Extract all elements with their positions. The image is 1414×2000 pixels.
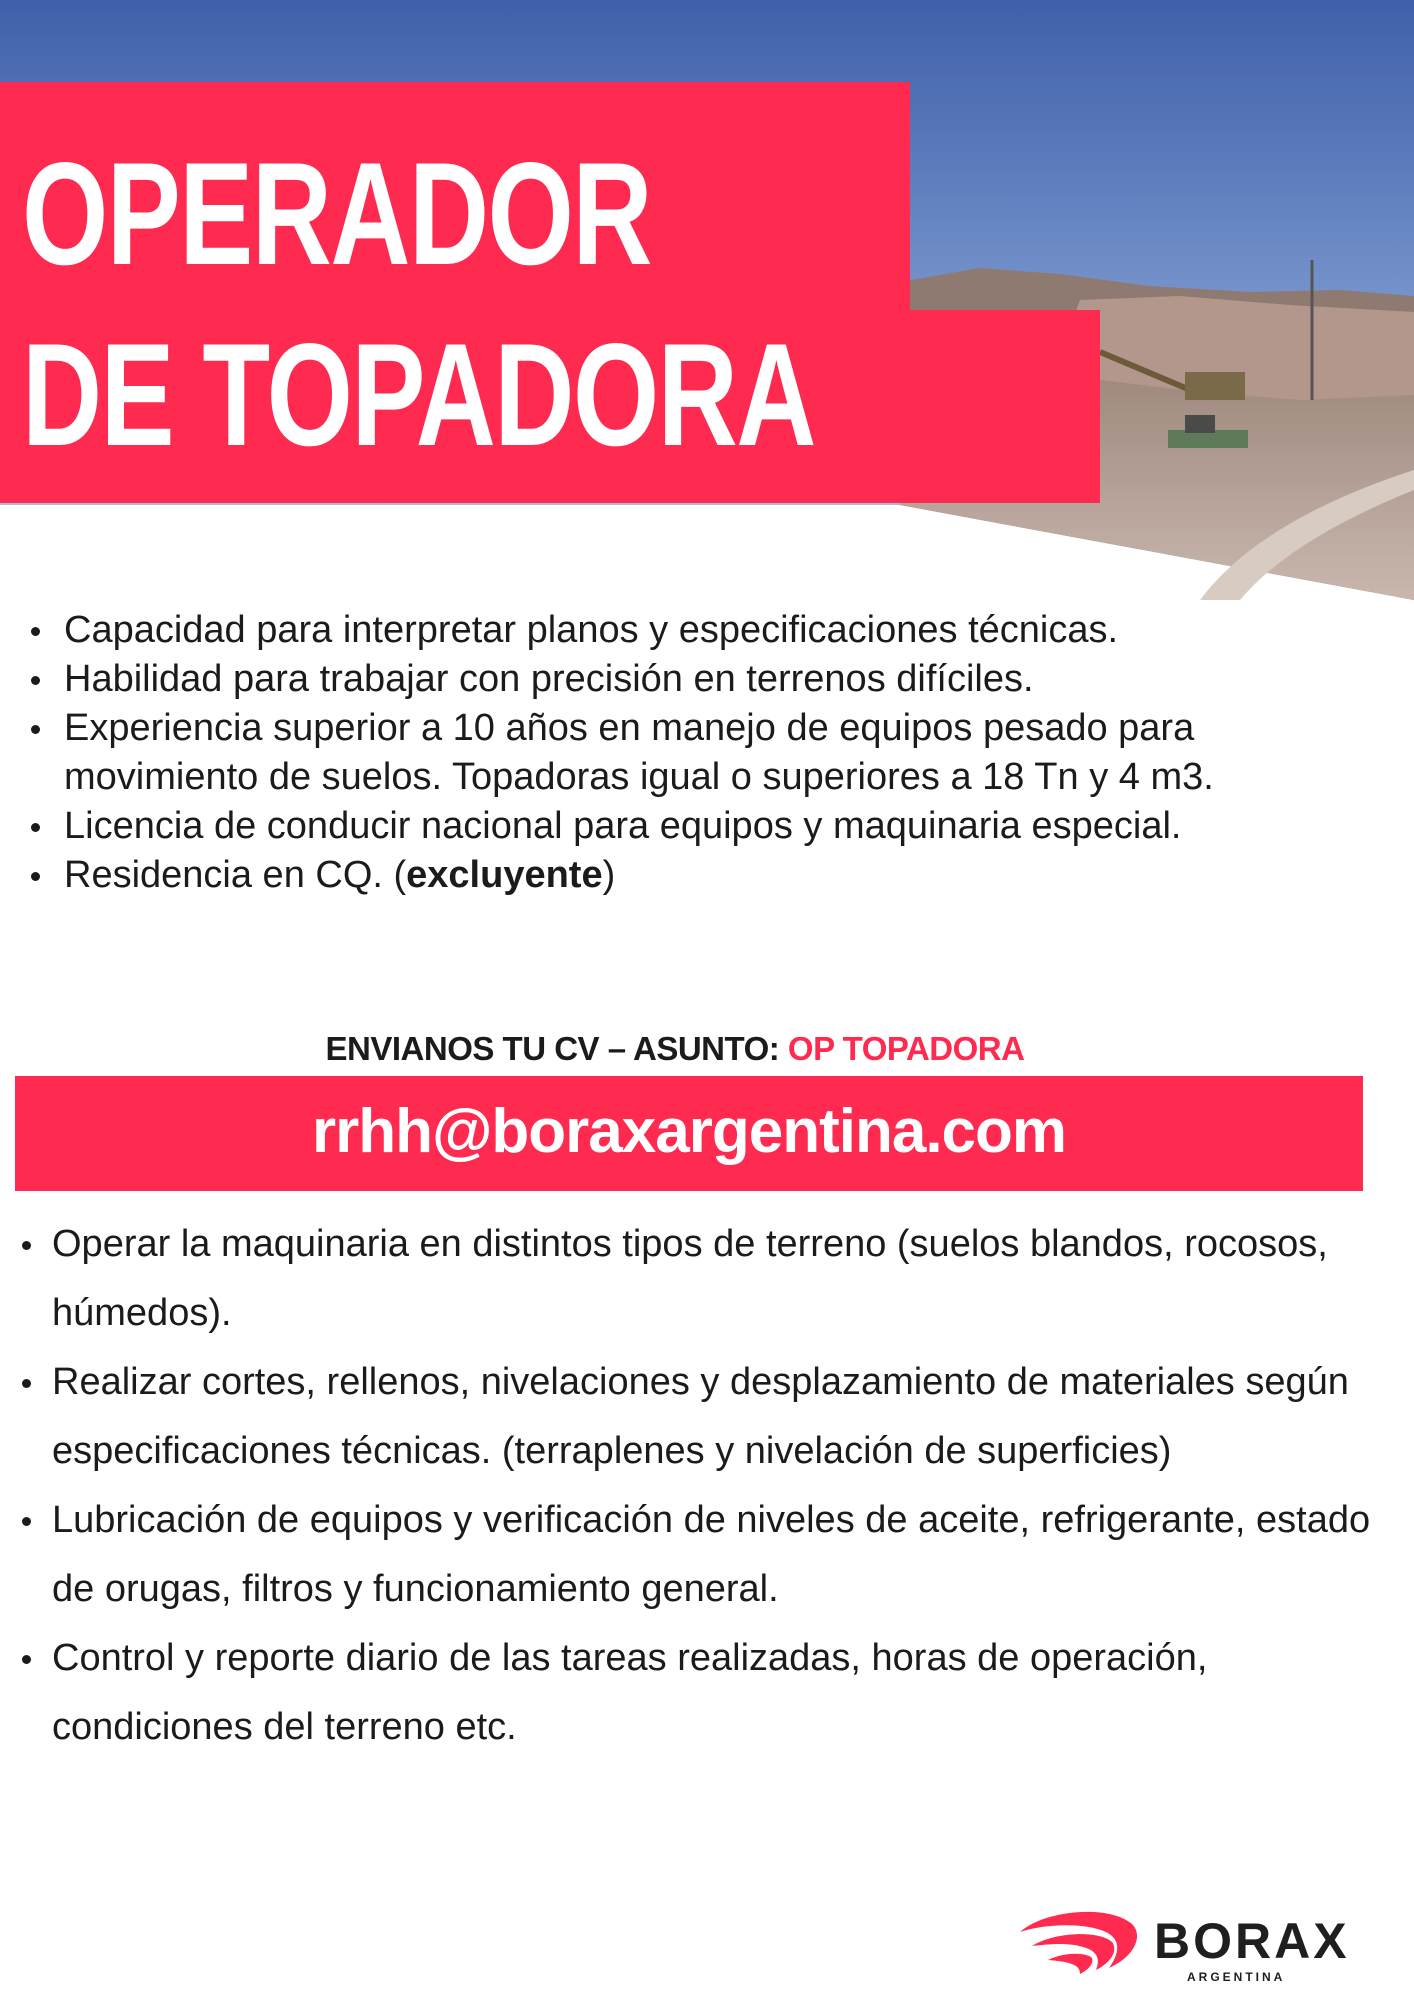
- requirement-prefix: Residencia en CQ. (: [64, 854, 407, 896]
- brand-name: BORAX: [1154, 1913, 1350, 1969]
- email-link[interactable]: rrhh@boraxargentina.com: [311, 1097, 1067, 1166]
- requirement-item: Licencia de conducir nacional para equipos y maquinaria especial.: [64, 802, 1394, 851]
- task-item: Operar la maquinaria en distintos tipos de terreno (suelos blandos, rocosos, húmedos).: [52, 1210, 1402, 1348]
- tasks-list: [52, 1210, 1402, 1762]
- task-item: Realizar cortes, rellenos, nivelaciones y desplazamiento de materiales según especificaciones técnicas. (terraplenes y nivelación de superficies): [52, 1348, 1402, 1486]
- title-line-2: DE TOPADORA: [22, 313, 815, 476]
- requirement-suffix: ): [602, 854, 616, 896]
- requirements-list: [64, 606, 1394, 900]
- borax-logo-icon: [1014, 1902, 1144, 1982]
- title-line-1: OPERADOR: [22, 132, 652, 295]
- requirement-item: Capacidad para interpretar planos y especificaciones técnicas.: [64, 606, 1394, 655]
- requirement-item: [64, 851, 1394, 900]
- requirement-item: Habilidad para trabajar con precisión en terrenos difíciles.: [64, 655, 1394, 704]
- requirement-item: Experiencia superior a 10 años en manejo de equipos pesado para movimiento de suelos. Topadoras igual o superiores a 18 Tn y 4 m3.: [64, 704, 1394, 802]
- task-item: Lubricación de equipos y verificación de niveles de aceite, refrigerante, estado de orugas, filtros y funcionamiento general.: [52, 1486, 1402, 1624]
- brand-subtitle: ARGENTINA: [1187, 1970, 1286, 1984]
- cta-heading: [0, 1030, 1350, 1068]
- email-band: [15, 1076, 1363, 1191]
- task-item: Control y reporte diario de las tareas realizadas, horas de operación, condiciones del terreno etc.: [52, 1624, 1402, 1762]
- cta-subject: OP TOPADORA: [787, 1030, 1025, 1067]
- cta-label: ENVIANOS TU CV – ASUNTO:: [325, 1030, 780, 1067]
- requirement-bold: excluyente: [406, 854, 603, 896]
